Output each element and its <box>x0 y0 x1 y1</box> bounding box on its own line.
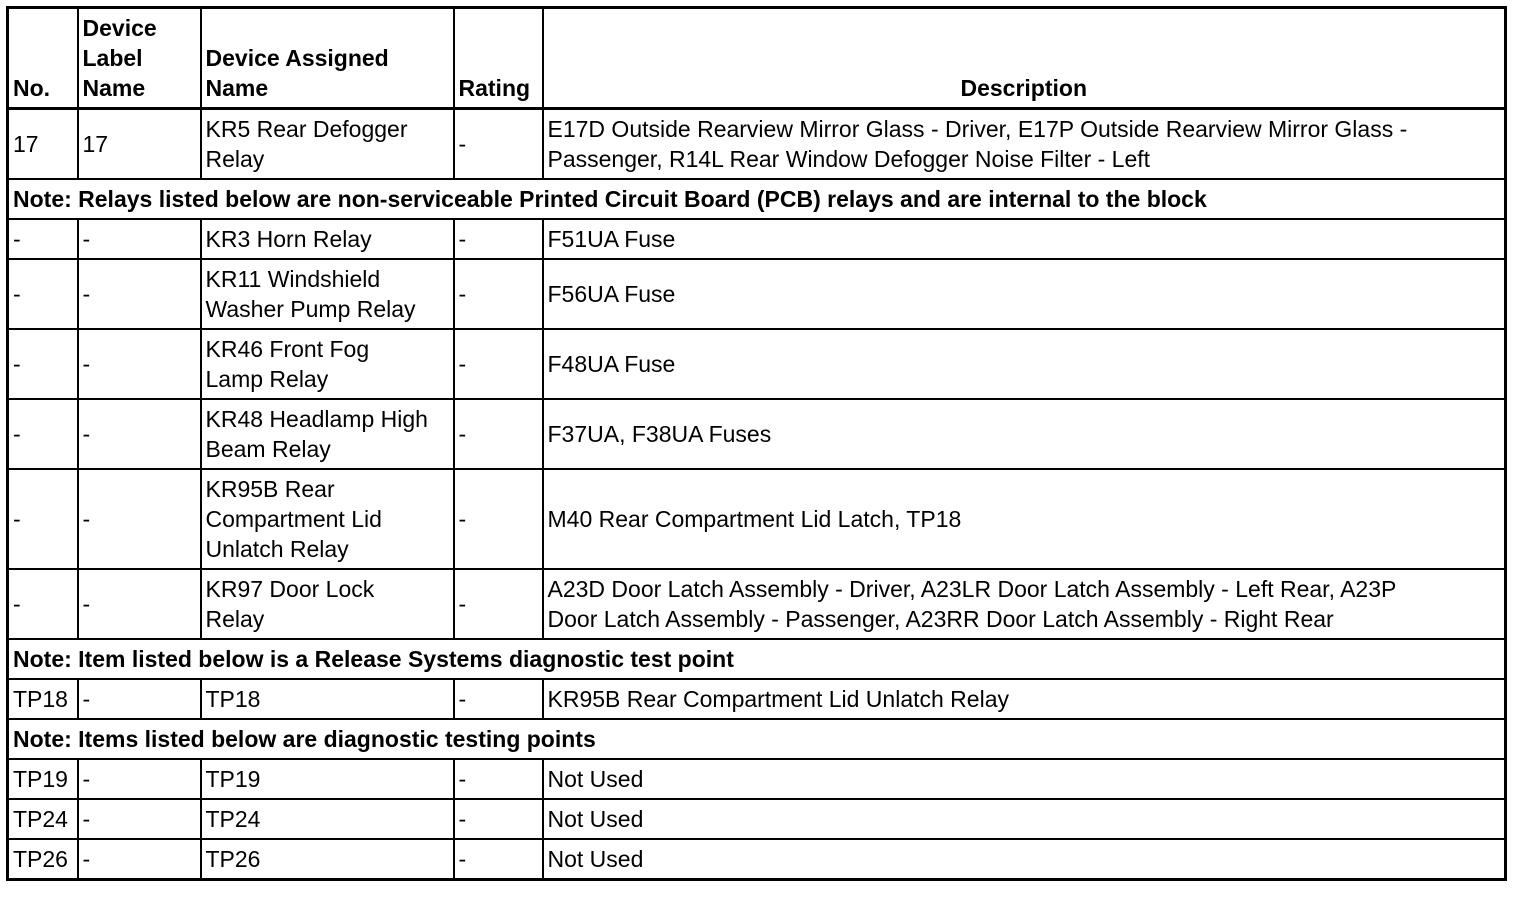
cell-rating: - <box>454 329 543 399</box>
cell-assigned: TP24 <box>201 799 454 839</box>
cell-assigned: KR48 Headlamp High Beam Relay <box>201 399 454 469</box>
table-row <box>8 399 1506 469</box>
note-row <box>8 179 1506 219</box>
table-row <box>8 219 1506 259</box>
cell-rating: - <box>454 109 543 180</box>
cell-no: - <box>8 399 78 469</box>
note-row <box>8 719 1506 759</box>
cell-label: - <box>78 839 201 880</box>
cell-assigned: KR3 Horn Relay <box>201 219 454 259</box>
cell-label: - <box>78 759 201 799</box>
cell-description: F37UA, F38UA Fuses <box>543 399 1506 469</box>
cell-assigned: TP18 <box>201 679 454 719</box>
cell-no: - <box>8 469 78 569</box>
cell-rating: - <box>454 259 543 329</box>
cell-no: TP26 <box>8 839 78 880</box>
cell-rating: - <box>454 569 543 639</box>
cell-label: 17 <box>78 109 201 180</box>
table-row <box>8 469 1506 569</box>
cell-description: Not Used <box>543 759 1506 799</box>
cell-label: - <box>78 679 201 719</box>
cell-no: TP18 <box>8 679 78 719</box>
cell-no: - <box>8 219 78 259</box>
table-row <box>8 109 1506 180</box>
note-text: Note: Relays listed below are non-serviceable Printed Circuit Board (PCB) relays and are internal to the block <box>8 179 1506 219</box>
cell-no: TP19 <box>8 759 78 799</box>
cell-no: - <box>8 329 78 399</box>
cell-description: F56UA Fuse <box>543 259 1506 329</box>
cell-label: - <box>78 569 201 639</box>
cell-rating: - <box>454 679 543 719</box>
cell-rating: - <box>454 399 543 469</box>
cell-label: - <box>78 329 201 399</box>
cell-label: - <box>78 469 201 569</box>
table-row <box>8 259 1506 329</box>
header-device-label-name: Device Label Name <box>78 8 201 109</box>
cell-assigned: KR97 Door Lock Relay <box>201 569 454 639</box>
cell-description: A23D Door Latch Assembly - Driver, A23LR Door Latch Assembly - Left Rear, A23P Door Latch Assembly - Passenger, A23RR Door Latch Assembly - Right Rear <box>543 569 1506 639</box>
fuse-relay-table <box>6 6 1507 881</box>
header-device-assigned-name: Device Assigned Name <box>201 8 454 109</box>
cell-description: E17D Outside Rearview Mirror Glass - Driver, E17P Outside Rearview Mirror Glass - Passenger, R14L Rear Window Defogger Noise Filter - Left <box>543 109 1506 180</box>
cell-assigned: TP26 <box>201 839 454 880</box>
cell-rating: - <box>454 759 543 799</box>
cell-label: - <box>78 799 201 839</box>
table-row <box>8 759 1506 799</box>
cell-label: - <box>78 399 201 469</box>
cell-no: TP24 <box>8 799 78 839</box>
cell-label: - <box>78 259 201 329</box>
cell-rating: - <box>454 839 543 880</box>
cell-label: - <box>78 219 201 259</box>
cell-assigned: KR95B Rear Compartment Lid Unlatch Relay <box>201 469 454 569</box>
cell-assigned: KR11 Windshield Washer Pump Relay <box>201 259 454 329</box>
table-row <box>8 569 1506 639</box>
cell-no: - <box>8 259 78 329</box>
cell-no: - <box>8 569 78 639</box>
cell-rating: - <box>454 469 543 569</box>
note-text: Note: Items listed below are diagnostic testing points <box>8 719 1506 759</box>
header-rating: Rating <box>454 8 543 109</box>
cell-rating: - <box>454 799 543 839</box>
cell-description: KR95B Rear Compartment Lid Unlatch Relay <box>543 679 1506 719</box>
cell-assigned: KR46 Front Fog Lamp Relay <box>201 329 454 399</box>
table-row <box>8 839 1506 880</box>
cell-description: Not Used <box>543 799 1506 839</box>
header-description: Description <box>543 8 1506 109</box>
cell-description: Not Used <box>543 839 1506 880</box>
note-row <box>8 639 1506 679</box>
cell-assigned: TP19 <box>201 759 454 799</box>
cell-no: 17 <box>8 109 78 180</box>
header-no: No. <box>8 8 78 109</box>
cell-assigned: KR5 Rear Defogger Relay <box>201 109 454 180</box>
table-row <box>8 679 1506 719</box>
header-row <box>8 8 1506 109</box>
cell-description: M40 Rear Compartment Lid Latch, TP18 <box>543 469 1506 569</box>
table-row <box>8 329 1506 399</box>
cell-description: F48UA Fuse <box>543 329 1506 399</box>
cell-rating: - <box>454 219 543 259</box>
cell-description: F51UA Fuse <box>543 219 1506 259</box>
table-row <box>8 799 1506 839</box>
note-text: Note: Item listed below is a Release Systems diagnostic test point <box>8 639 1506 679</box>
